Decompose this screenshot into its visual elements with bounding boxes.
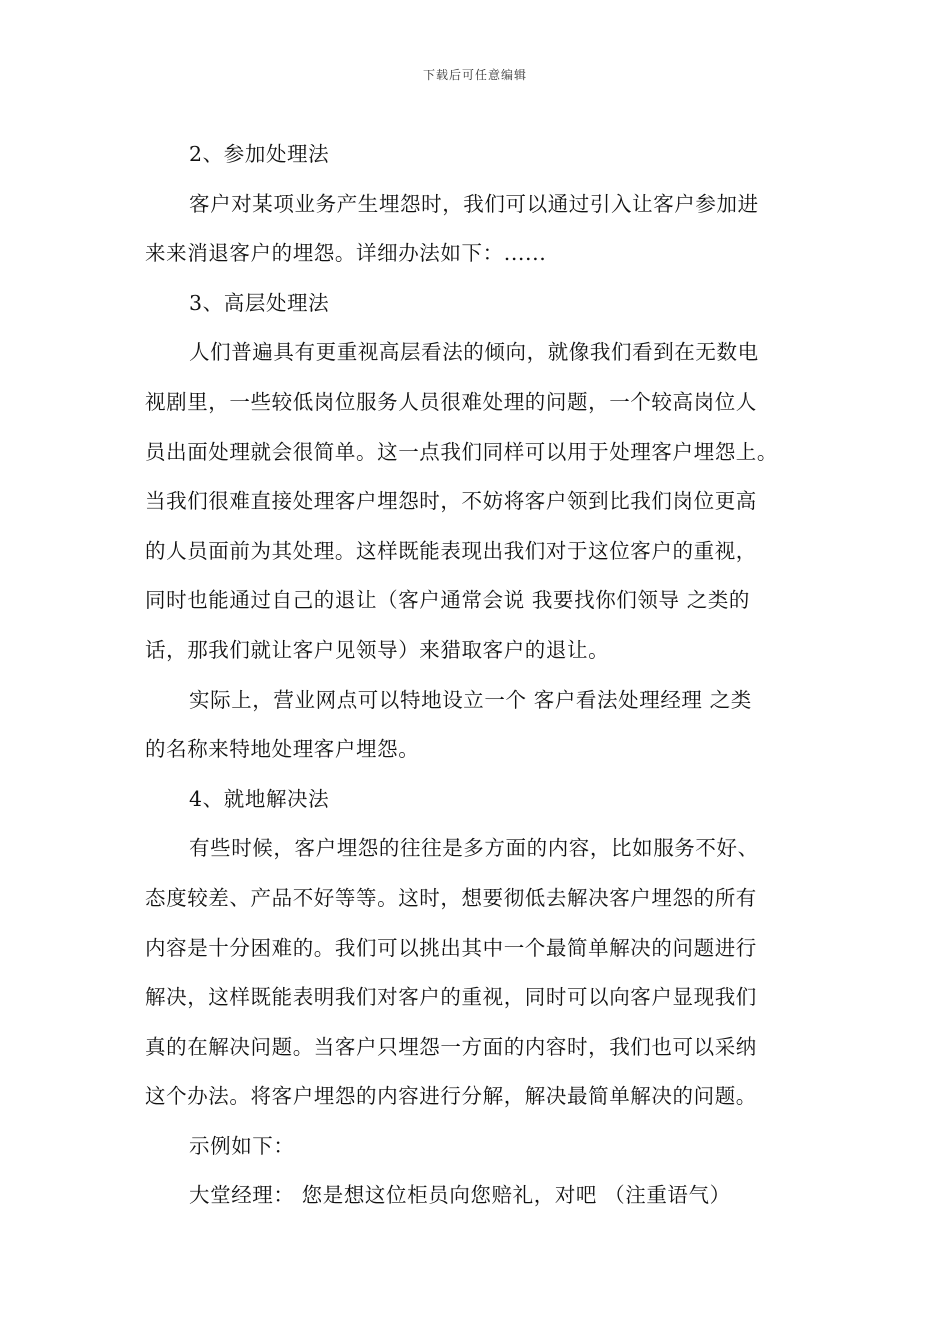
document-body [145, 130, 810, 1221]
text-line: 解决，这样既能表明我们对客户的重视，同时可以向客户显现我们 [145, 985, 757, 1010]
text-line: 这个办法。将客户埋怨的内容进行分解，解决最简单解决的问题。 [145, 1084, 757, 1109]
text-line: 当我们很难直接处理客户埋怨时，不妨将客户领到比我们岗位更高 [145, 489, 757, 514]
text-line: 的人员面前为其处理。这样既能表现出我们对于这位客户的重视， [145, 538, 757, 563]
text-line: 4、就地解决法 [189, 786, 330, 811]
text-line: 来来消退客户的埋怨。详细办法如下：...... [145, 241, 547, 266]
text-line: 人们普遍具有更重视高层看法的倾向，就像我们看到在无数电 [189, 340, 759, 365]
text-line: 员出面处理就会很简单。这一点我们同样可以用于处理客户埋怨上。 [145, 439, 778, 464]
text-line: 真的在解决问题。当客户只埋怨一方面的内容时，我们也可以采纳 [145, 1034, 757, 1059]
text-line: 有些时候，客户埋怨的往往是多方面的内容，比如服务不好、 [189, 836, 759, 861]
text-line: 同时也能通过自己的退让（客户通常会说 我要找你们领导 之类的 [145, 588, 751, 613]
text-line: 视剧里，一些较低岗位服务人员很难处理的问题，一个较高岗位人 [145, 389, 757, 414]
text-line: 态度较差、产品不好等等。这时，想要彻低去解决客户埋怨的所有 [145, 885, 757, 910]
text-line: 大堂经理： 您是想这位柜员向您赔礼，对吧 （注重语气） [189, 1183, 731, 1208]
text-line: 实际上，营业网点可以特地设立一个 客户看法处理经理 之类 [189, 687, 752, 712]
text-line: 3、高层处理法 [189, 290, 330, 315]
text-line: 2、参加处理法 [189, 142, 330, 166]
text-line: 内容是十分困难的。我们可以挑出其中一个最简单解决的问题进行 [145, 935, 757, 960]
text-line: 示例如下： [189, 1133, 295, 1158]
text-line: 话，那我们就让客户见领导）来猎取客户的退让。 [145, 637, 610, 662]
text-line: 客户对某项业务产生埋怨时，我们可以通过引入让客户参加进 [189, 191, 759, 216]
page-header: 下载后可任意编辑 [422, 68, 527, 82]
text-line: 的名称来特地处理客户埋怨。 [145, 737, 420, 762]
